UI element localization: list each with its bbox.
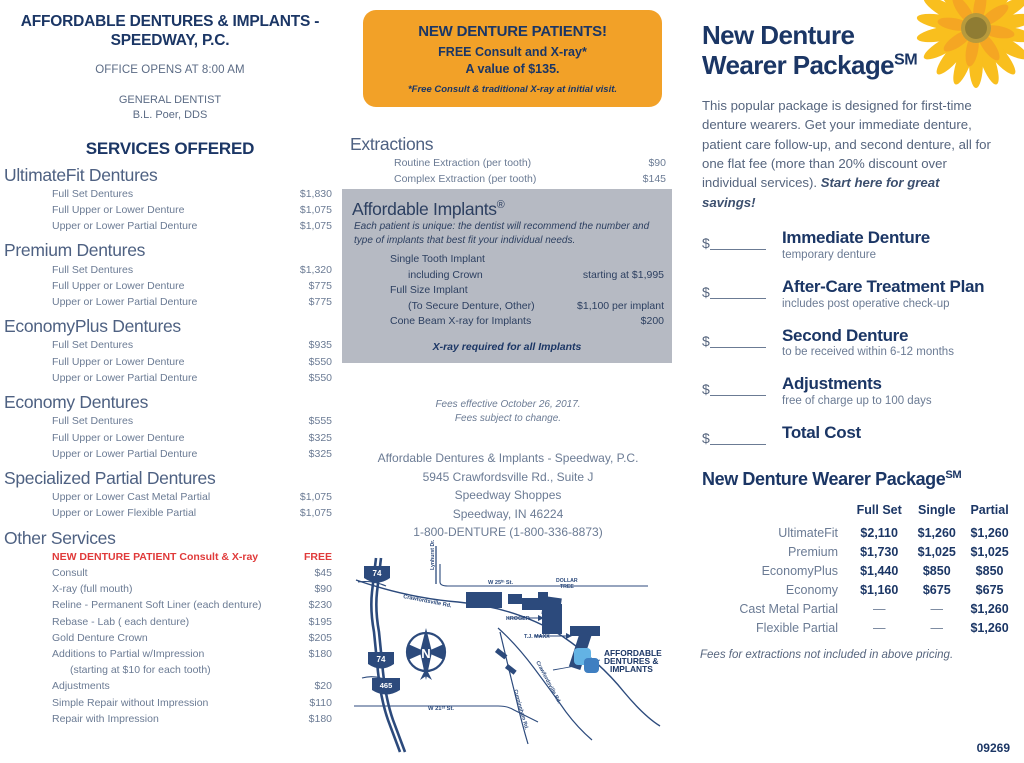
price-row [0,565,340,581]
affordable-implants-box [342,189,672,363]
service-category-title: Premium Dentures [4,240,146,261]
price-row [0,430,340,446]
price-row-value: $20 [314,680,332,693]
interstate-shield-74-north [364,566,390,583]
table-cell-partial: $1,025 [970,545,1009,560]
price-row-label: Routine Extraction (per tooth) [394,157,532,170]
table-cell-full-set: — [872,621,886,636]
price-row [342,299,672,315]
table-cell-partial: $1,260 [970,602,1009,617]
service-category-rows [0,489,340,521]
map-graphic [348,540,684,755]
package-item-price-blank[interactable]: $ [702,284,766,300]
implants-title: Affordable Implants® [352,199,505,219]
price-row-value: $1,830 [299,187,332,200]
price-row [0,489,340,505]
price-row-label: Upper or Lower Partial Denture [52,447,198,460]
address-line2: 5945 Crawfordsville Rd., Suite J [422,469,594,484]
table-row [698,600,1016,619]
price-row-value: $325 [308,447,332,460]
service-mark-icon: SM [894,50,918,69]
price-row-label: Full Set Dentures [52,187,134,200]
map-label-lynhurst: Lynhurst Dr. [430,540,436,570]
price-row-value: $550 [308,371,332,384]
interstate-shield-465 [372,678,400,695]
package-title-line1: New Denture [702,20,855,50]
svg-text:IMPLANTS: IMPLANTS [610,664,653,674]
price-row-value: starting at $1,995 [582,268,664,281]
price-row [342,283,672,299]
package-item-price-blank[interactable]: $ [702,333,766,349]
implants-rows [342,252,672,330]
price-row [0,446,340,462]
price-row [0,678,340,694]
price-row-value: $45 [314,567,332,580]
package-item [702,423,1024,446]
price-row-label: Upper or Lower Flexible Partial [52,507,197,520]
promo-offer: FREE Consult and X-ray* [438,44,587,59]
price-row [0,218,340,234]
table-cell-full-set: $1,440 [860,564,899,579]
table-cell-full-set: — [872,602,886,617]
package-item-name: Adjustments [782,374,882,394]
practice-name-line1: AFFORDABLE DENTURES & IMPLANTS - [20,13,320,30]
price-row-value: $145 [642,173,666,186]
address-line1: Affordable Dentures & Implants - Speedway, P.C. [377,451,639,465]
table-cell-partial: $850 [975,564,1004,579]
svg-text:TREE: TREE [560,584,574,590]
services-list [0,166,340,728]
price-row-label: Gold Denture Crown [52,631,148,644]
table-row [698,543,1016,562]
svg-text:DENTURES &: DENTURES & [604,656,659,666]
svg-text:N: N [421,646,431,661]
price-row-label: Cone Beam X-ray for Implants [390,315,532,328]
extractions-section [342,128,674,188]
price-row-label: Consult [52,567,88,580]
price-row-value: $110 [309,696,332,709]
table-row [698,581,1016,600]
package-item [702,278,1024,310]
price-row [0,370,340,386]
table-cell-tier: Flexible Partial [756,621,839,636]
price-row-value: FREE [303,550,332,563]
package-item [702,327,1024,359]
price-row [0,413,340,429]
package-item-name: Total Cost [782,423,861,442]
map-label-cunningham: Cunningham Rd. [512,688,530,731]
price-row-value: $325 [308,431,332,444]
map-label-w21st: W 21ˢᵗ St. [428,706,454,712]
table-cell-partial: $1,260 [970,621,1009,636]
table-cell-tier: Premium [788,545,839,560]
price-row [0,549,340,565]
table-cell-single: — [930,602,944,617]
price-row-label: Full Upper or Lower Denture [52,203,185,216]
price-row-label: Additions to Partial w/Impression [52,648,205,661]
service-category-title: Economy Dentures [4,392,149,413]
location-map [348,540,684,755]
document-code: 09269 [976,741,1010,755]
left-column [0,0,340,727]
price-row-label: Upper or Lower Partial Denture [52,296,198,309]
package-title-line2-wrap: Wearer Package℠ [702,50,918,81]
price-row [0,614,340,630]
office-hours: OFFICE OPENS AT 8:00 AM [95,63,245,76]
table-body [698,524,1016,638]
fees-effective-date: Fees effective October 26, 2017. [435,399,581,410]
fees-subject-to-change: Fees subject to change. [454,413,562,424]
price-row-label: including Crown [408,268,483,281]
table-column-header: Partial [970,502,1009,517]
table-cell-tier: Economy [785,583,839,598]
package-item [702,375,1024,407]
service-mark-icon-table: SM [945,468,962,481]
price-row [0,630,340,646]
table-header-row [698,503,1016,524]
price-row-value: $1,100 per implant [577,299,664,312]
service-category-title: Other Services [4,527,116,548]
price-row-value: $205 [308,631,332,644]
service-category [0,166,340,235]
map-label-crawfordsville-upper: Crawfordsville Rd. [402,594,452,610]
practice-name [16,13,324,51]
table-footnote: Fees for extractions not included in above pricing. [700,648,954,661]
price-row [342,252,672,268]
map-label-kroger: KROGER [506,616,530,622]
price-row [0,278,340,294]
package-item-name: Immediate Denture [782,228,930,248]
price-row-label: Complex Extraction (per tooth) [394,173,537,186]
price-row-label: Reline - Permanent Soft Liner (each denture) [52,599,262,612]
package-item-sub: to be received within 6-12 months [782,346,954,359]
package-items-list [692,228,1024,446]
table-cell-single: $675 [922,583,951,598]
implants-xray-requirement: X-ray required for all Implants [432,341,582,354]
service-category-rows [0,413,340,462]
table-cell-full-set: $1,730 [860,545,899,560]
registered-mark-icon: ® [496,199,505,212]
price-row-value: $230 [308,599,332,612]
table-cell-single: $1,260 [917,526,956,541]
price-row-label: X-ray (full mouth) [52,583,133,596]
package-item [702,229,1024,261]
service-category [0,317,340,386]
price-row-value: $90 [648,157,666,170]
new-patient-promo-box [363,10,662,107]
package-description-cta: Start here for great savings! [702,175,940,210]
compass-rose-icon [407,628,445,680]
office-address [342,449,674,542]
address-line4: Speedway, IN 46224 [452,506,564,521]
price-row-label: Rebase - Lab ( each denture) [52,615,190,628]
price-row-label: Full Upper or Lower Denture [52,279,185,292]
price-row-label: Upper or Lower Cast Metal Partial [52,491,211,504]
extractions-rows [342,155,674,187]
price-row-value: $1,075 [299,491,332,504]
price-row-value: $90 [314,583,332,596]
service-category-rows [0,549,340,727]
price-row-value: $180 [308,712,332,725]
table-cell-full-set: $2,110 [860,526,898,541]
table-column-header: Full Set [856,502,902,517]
price-row-label: Adjustments [52,680,110,693]
price-row [0,711,340,727]
dentist-name: B.L. Poer, DDS [132,108,208,121]
map-label-tjmaxx: T.J. MAXX [524,634,550,640]
price-row-value: $200 [640,315,664,328]
package-title [702,20,1024,81]
price-row [0,505,340,521]
price-row-value: $1,320 [299,263,332,276]
service-category [0,393,340,462]
service-category-title: Specialized Partial Dentures [4,467,216,488]
price-row-label: Repair with Impression [52,712,159,725]
service-category [0,241,340,310]
svg-text:74: 74 [376,655,386,664]
price-row-value: $775 [308,296,332,309]
promo-headline: NEW DENTURE PATIENTS! [418,22,607,40]
table-cell-single: $1,025 [917,545,956,560]
price-row [342,314,672,330]
map-label-dollar-tree: DOLLAR [556,578,578,584]
svg-text:AFFORDABLE: AFFORDABLE [604,648,662,658]
price-row [0,186,340,202]
package-description [702,96,994,212]
svg-text:74: 74 [372,569,382,578]
service-category-rows [0,337,340,386]
price-row [0,202,340,218]
service-category [0,469,340,522]
price-row [0,646,340,662]
package-description-text: This popular package is designed for first-time denture wearers. Get your immediate denture, patient care follow-up, and second denture, all for one flat fee (more than 20% discount over individual services). [702,97,991,191]
dentist-info [0,93,340,123]
price-row [0,354,340,370]
price-row [0,662,340,678]
table-column-header [698,503,848,524]
map-label-w25th: W 25ᵗʰ St. [488,580,514,586]
package-table-title: New Denture Wearer Package℠ [702,468,962,489]
table-column-header: Single [918,502,956,517]
fees-note [342,398,674,426]
price-row [0,337,340,353]
address-line3: Speedway Shoppes [454,488,562,502]
dentist-role: GENERAL DENTIST [118,93,222,106]
price-row [0,597,340,613]
package-price-table [698,503,1016,638]
svg-text:465: 465 [379,681,393,690]
price-row-label: Upper or Lower Partial Denture [52,371,198,384]
price-row [0,294,340,310]
price-row-label: (starting at $10 for each tooth) [70,664,211,677]
address-phone: 1-800-DENTURE (1-800-336-8873) [413,525,603,539]
table-row [698,562,1016,581]
price-row-label: Full Upper or Lower Denture [52,431,185,444]
price-row-value: $1,075 [299,507,332,520]
package-item-sub: free of charge up to 100 days [782,395,932,407]
price-row-label: Full Size Implant [390,284,468,297]
price-row-label: Full Set Dentures [52,339,134,352]
price-row-value: $1,075 [299,220,332,233]
price-row-value: $935 [308,339,332,352]
table-cell-partial: $675 [975,583,1004,598]
price-row-label: Simple Repair without Impression [52,696,209,709]
table-cell-partial: $1,260 [970,526,1009,541]
price-row [0,695,340,711]
service-category-title: UltimateFit Dentures [4,164,158,185]
price-row-label: NEW DENTURE PATIENT Consult & X-ray [52,550,259,563]
extractions-title: Extractions [350,134,434,154]
package-item-sub: temporary denture [782,248,876,261]
package-item-price-blank[interactable]: $ [702,235,766,251]
package-item-price-blank[interactable]: $ [702,430,766,446]
price-row-label: Upper or Lower Partial Denture [52,220,198,233]
table-row [698,619,1016,638]
implants-note: Each patient is unique: the dentist will recommend the number and type of implants that best fit your individual needs. [354,221,650,246]
package-item-name: Second Denture [782,325,909,345]
price-row [342,171,674,187]
practice-name-line2: SPEEDWAY, P.C. [110,31,230,49]
price-row-label: Full Set Dentures [52,263,134,276]
adi-logo-map [574,648,662,674]
table-cell-tier: UltimateFit [778,526,839,541]
services-offered-heading: SERVICES OFFERED [85,138,255,158]
service-category-rows [0,262,340,311]
price-row-label: Single Tooth Implant [390,253,485,266]
price-row-label: Full Upper or Lower Denture [52,355,185,368]
map-label-crawfordsville-lower: Crawfordsville Rd. [534,660,562,705]
price-row-value: $550 [308,355,332,368]
package-item-price-blank[interactable]: $ [702,381,766,397]
price-row-label: (To Secure Denture, Other) [408,299,535,312]
price-row-value: $775 [308,279,332,292]
table-row [698,524,1016,543]
package-item-name: After-Care Treatment Plan [782,276,985,296]
price-row [0,262,340,278]
price-row-value: $180 [308,648,332,661]
service-category-title: EconomyPlus Dentures [4,316,181,337]
price-row-value: $195 [308,615,332,628]
table-cell-tier: Cast Metal Partial [739,602,839,617]
price-row [342,268,672,284]
price-row [342,155,674,171]
table-cell-tier: EconomyPlus [761,564,839,579]
table-cell-full-set: $1,160 [860,583,899,598]
table-cell-single: — [930,621,944,636]
right-column [692,0,1024,661]
interstate-shield-74-south [368,652,394,669]
fees-and-address [342,383,674,542]
table-cell-single: $850 [922,564,951,579]
price-row-value: $1,075 [299,203,332,216]
package-item-sub: includes post operative check-up [782,297,950,310]
price-row-label: Full Set Dentures [52,415,134,428]
price-row [0,581,340,597]
promo-disclaimer: *Free Consult & traditional X-ray at initial visit. [407,83,618,95]
price-row-value: $555 [308,415,332,428]
service-category [0,529,340,727]
promo-value: A value of $135. [465,61,560,76]
service-category-rows [0,186,340,235]
